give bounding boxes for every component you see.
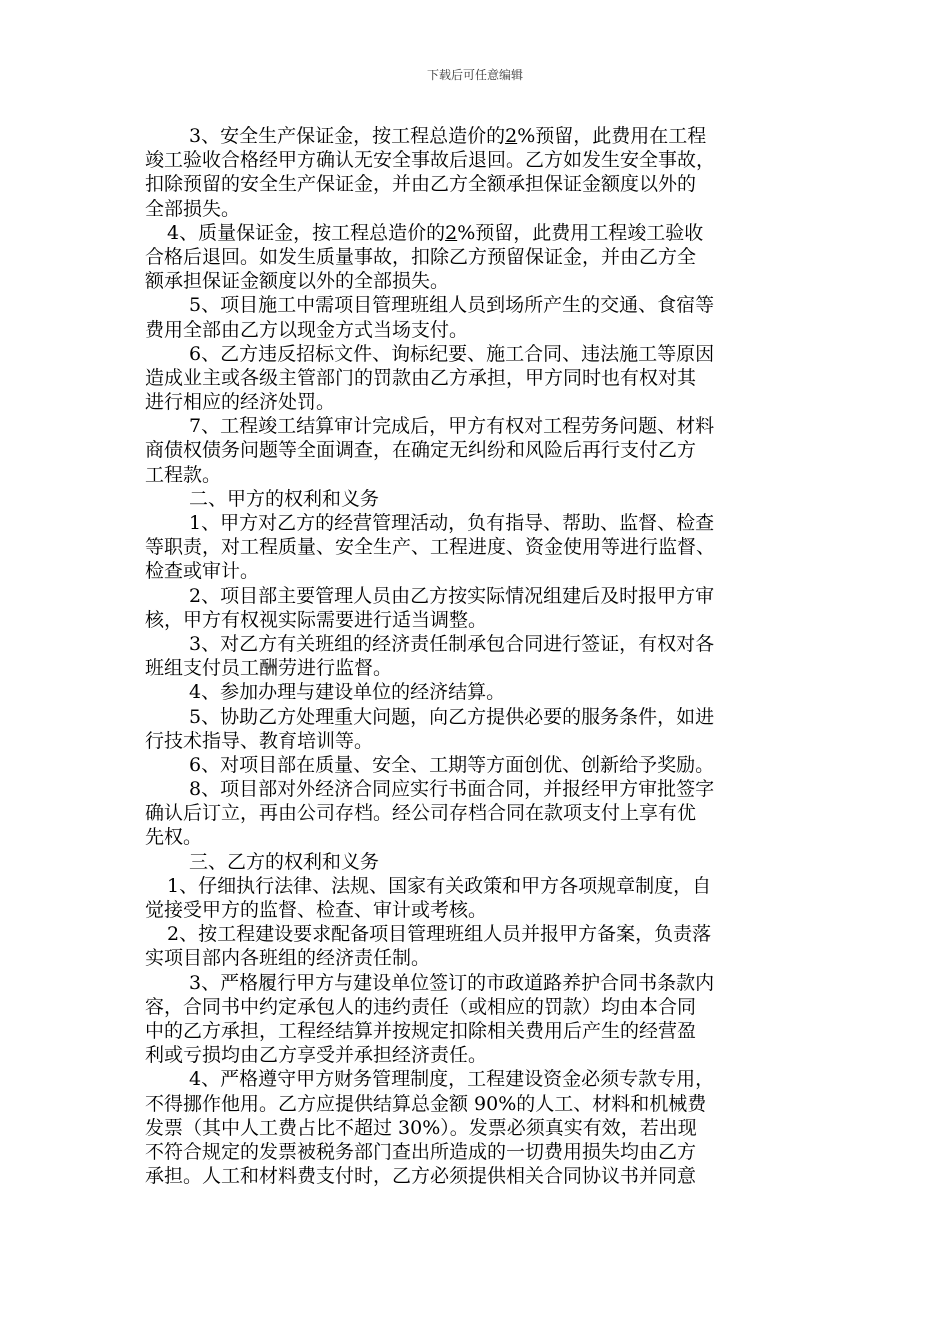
text-line: 先权。	[145, 826, 203, 849]
text-line: 1、仔细执行法律、法规、国家有关政策和甲方各项规章制度，自	[167, 874, 712, 897]
text-line: 3、严格履行甲方与建设单位签订的市政道路养护合同书条款内	[189, 971, 715, 994]
text-line: 确认后订立，再由公司存档。经公司存档合同在款项支付上享有优	[145, 802, 697, 825]
text-line: 全部损失。	[145, 197, 241, 220]
text-line: 等职责，对工程质量、安全生产、工程进度、资金使用等进行监督、	[145, 536, 716, 559]
text-line: 5、协助乙方处理重大问题，向乙方提供必要的服务条件，如进	[189, 705, 715, 728]
text-segment: %预留，此费用在工程	[517, 125, 707, 147]
text-line: 进行相应的经济处罚。	[145, 391, 336, 414]
text-line: 额承担保证金额度以外的全部损失。	[145, 270, 450, 293]
text-line: 2、按工程建设要求配备项目管理班组人员并报甲方备案，负责落	[167, 923, 712, 946]
text-line: 7、工程竣工结算审计完成后，甲方有权对工程劳务问题、材料	[189, 415, 715, 438]
text-line: 2、项目部主要管理人员由乙方按实际情况组建后及时报甲方审	[189, 584, 715, 607]
text-line: 班组支付员工酬劳进行监督。	[145, 657, 393, 680]
text-line: 6、对项目部在质量、安全、工期等方面创优、创新给予奖励。	[189, 753, 715, 776]
text-line: 3、对乙方有关班组的经济责任制承包合同进行签证，有权对各	[189, 632, 715, 655]
text-line: 扣除预留的安全生产保证金，并由乙方全额承担保证金额度以外的	[145, 173, 697, 196]
text-line: 利或亏损均由乙方享受并承担经济责任。	[145, 1044, 488, 1067]
percentage-value: 2	[445, 221, 458, 244]
text-line: 工程款。	[145, 463, 222, 486]
text-segment: %预留，此费用工程竣工验收	[457, 221, 704, 244]
text-line: 中的乙方承担，工程经结算并按规定扣除相关费用后产生的经营盈	[145, 1019, 697, 1042]
page-header: 下载后可任意编辑	[426, 68, 523, 82]
text-line: 承担。人工和材料费支付时，乙方必须提供相关合同协议书并同意	[145, 1165, 697, 1188]
text-line: 觉接受甲方的监督、检查、审计或考核。	[145, 899, 488, 921]
text-line: 检查或审计。	[145, 560, 260, 583]
text-line: 5、项目施工中需项目管理班组人员到场所产生的交通、食宿等	[189, 294, 715, 317]
text-line: 合格后退回。如发生质量事故，扣除乙方预留保证金，并由乙方全	[145, 245, 697, 268]
text-segment: 3、安全生产保证金，按工程总造价的	[189, 125, 506, 147]
text-line: 6、乙方违反招标文件、询标纪要、施工合同、违法施工等原因	[189, 342, 715, 365]
text-line	[145, 124, 825, 148]
text-line: 费用全部由乙方以现金方式当场支付。	[145, 318, 469, 341]
text-line: 三、乙方的权利和义务	[189, 850, 380, 873]
text-segment: 4、质量保证金，按工程总造价的	[167, 221, 446, 244]
text-line	[145, 221, 825, 245]
text-line: 商债权债务问题等全面调查，在确定无纠纷和风险后再行支付乙方	[145, 439, 697, 462]
text-line: 造成业主或各级主管部门的罚款由乙方承担，甲方同时也有权对其	[145, 366, 697, 389]
text-line: 二、甲方的权利和义务	[189, 487, 380, 510]
text-line: 竣工验收合格经甲方确认无安全事故后退回。乙方如发生安全事故，	[145, 149, 716, 172]
text-line: 4、严格遵守甲方财务管理制度，工程建设资金必须专款专用，	[189, 1068, 715, 1091]
text-line: 4、参加办理与建设单位的经济结算。	[189, 681, 506, 704]
text-line: 核，甲方有权视实际需要进行适当调整。	[145, 608, 488, 631]
text-line: 行技术指导、教育培训等。	[145, 729, 374, 752]
text-line: 不符合规定的发票被税务部门查出所造成的一切费用损失均由乙方	[145, 1140, 697, 1163]
text-line: 不得挪作他用。乙方应提供结算总金额 90%的人工、材料和机械费	[145, 1092, 707, 1115]
text-line: 实项目部内各班组的经济责任制。	[145, 947, 431, 970]
text-line: 1、甲方对乙方的经营管理活动，负有指导、帮助、监督、检查	[189, 512, 715, 534]
text-line: 容，合同书中约定承包人的违约责任（或相应的罚款）均由本合同	[145, 995, 697, 1018]
percentage-value: 2	[505, 125, 518, 147]
text-line: 发票（其中人工费占比不超过 30%）。发票必须真实有效，若出现	[145, 1116, 697, 1139]
text-line: 8、项目部对外经济合同应实行书面合同，并报经甲方审批签字	[189, 778, 715, 801]
document-body	[145, 124, 825, 1188]
